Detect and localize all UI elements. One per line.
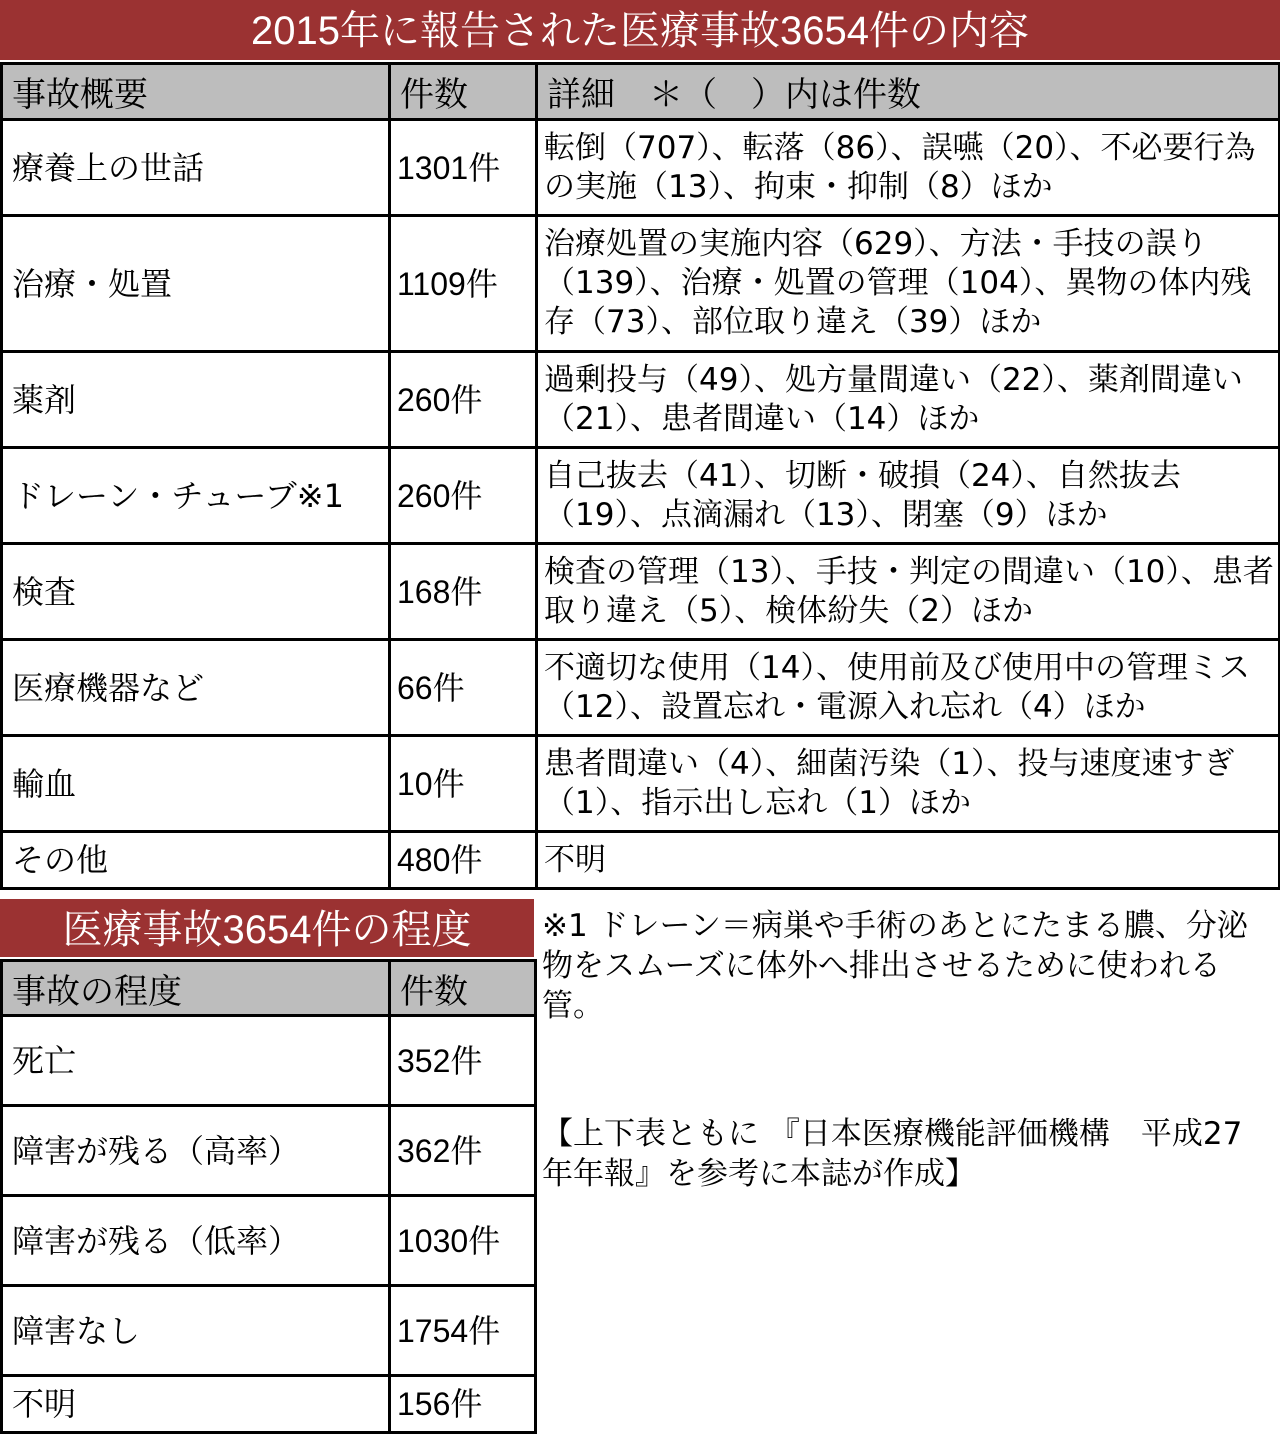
table-row [2,448,1280,544]
row-detail: 転倒（707）、転落（86）、誤嚥（20）、不必要行為の実施（13）、拘束・抑制（8）ほか [537,120,1280,216]
row-count: 362件 [390,1106,536,1196]
header-count: 件数 [390,64,537,120]
table-row [2,1286,536,1376]
row-category: その他 [2,832,390,889]
header-count: 件数 [390,961,536,1016]
row-detail: 検査の管理（13）、手技・判定の間違い（10）、患者取り違え（5）、検体紛失（2）ほか [537,544,1280,640]
table-header-row [2,64,1280,120]
row-count: 66件 [390,640,537,736]
row-category: 療養上の世話 [2,120,390,216]
row-count: 480件 [390,832,537,889]
row-category: 治療・処置 [2,216,390,352]
row-detail: 治療処置の実施内容（629）、方法・手技の誤り（139）、治療・処置の管理（104）、異物の体内残存（73）、部位取り違え（39）ほか [537,216,1280,352]
row-count: 260件 [390,448,537,544]
table-row [2,1196,536,1286]
table-row [2,640,1280,736]
row-level: 死亡 [2,1016,390,1106]
source-note: 【上下表ともに 『日本医療機能評価機構 平成27年年報』を参考に本誌が作成】 [542,1116,1243,1192]
row-count: 1030件 [390,1196,536,1286]
row-category: 医療機器など [2,640,390,736]
row-category: 薬剤 [2,352,390,448]
row-count: 260件 [390,352,537,448]
row-count: 1109件 [390,216,537,352]
table-row [2,832,1280,889]
table-row [2,736,1280,832]
row-count: 1301件 [390,120,537,216]
accident-content-table [0,62,1280,890]
row-category: 輸血 [2,736,390,832]
row-detail: 患者間違い（4）、細菌汚染（1）、投与速度速すぎ（1）、指示出し忘れ（1）ほか [537,736,1280,832]
row-count: 156件 [390,1376,536,1433]
row-detail: 不明 [537,832,1280,889]
table-row [2,216,1280,352]
row-detail: 過剰投与（49）、処方量間違い（22）、薬剤間違い（21）、患者間違い（14）ほか [537,352,1280,448]
table-row [2,1106,536,1196]
row-count: 352件 [390,1016,536,1106]
row-detail: 不適切な使用（14）、使用前及び使用中の管理ミス（12）、設置忘れ・電源入れ忘れ（4）ほか [537,640,1280,736]
row-level: 障害なし [2,1286,390,1376]
table-row [2,120,1280,216]
row-category: 検査 [2,544,390,640]
header-detail: 詳細 ＊（ ）内は件数 [537,64,1280,120]
row-category: ドレーン・チューブ※1 [2,448,390,544]
accident-degree-table [0,959,537,1434]
row-detail: 自己抜去（41）、切断・破損（24）、自然抜去（19）、点滴漏れ（13）、閉塞（9）ほか [537,448,1280,544]
table-row [2,352,1280,448]
header-category: 事故概要 [2,64,390,120]
row-level: 不明 [2,1376,390,1433]
drain-footnote: ※1 ドレーン＝病巣や手術のあとにたまる膿、分泌物をスムーズに体外へ排出させるために使われる管。 [542,908,1248,1024]
header-degree: 事故の程度 [2,961,390,1016]
table-row [2,1016,536,1106]
table-header-row [2,961,536,1016]
row-count: 1754件 [390,1286,536,1376]
degree-table-title: 医療事故3654件の程度 [0,899,534,957]
main-table-title: 2015年に報告された医療事故3654件の内容 [0,0,1280,60]
row-level: 障害が残る（低率） [2,1196,390,1286]
row-count: 10件 [390,736,537,832]
row-count: 168件 [390,544,537,640]
table-row [2,1376,536,1433]
row-level: 障害が残る（高率） [2,1106,390,1196]
table-row [2,544,1280,640]
